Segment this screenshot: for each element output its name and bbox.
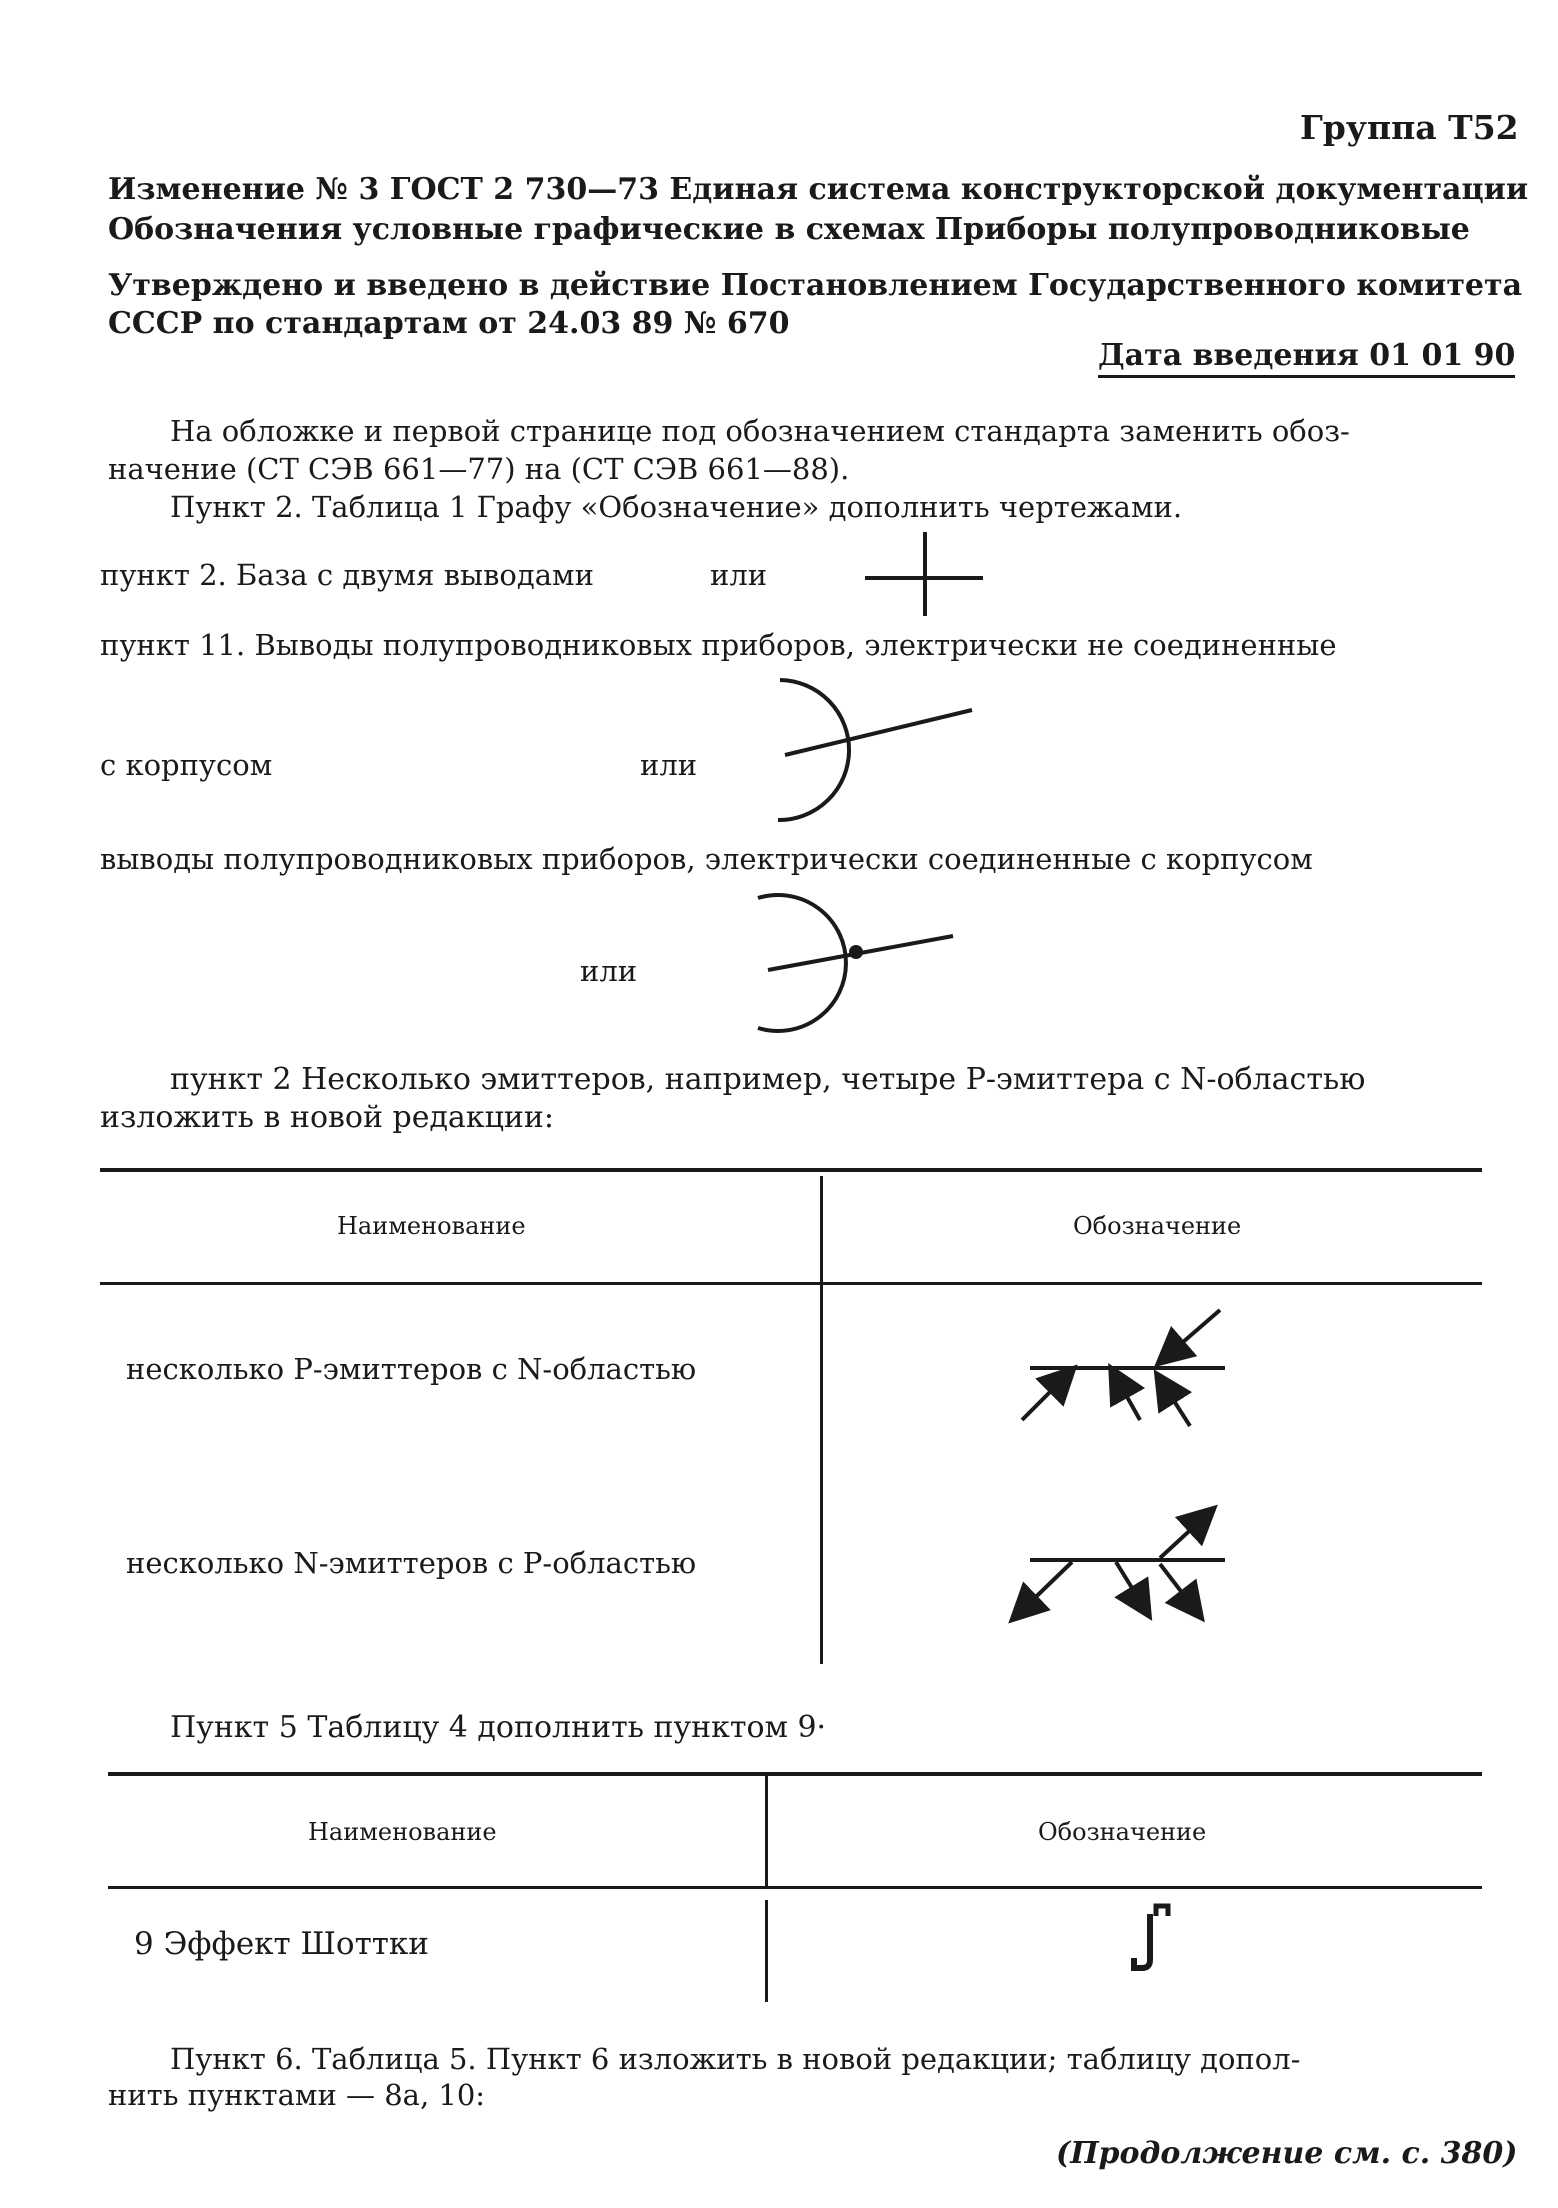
item-2-text: пункт 2. База с двумя выводами — [100, 558, 594, 592]
title-line-2: Обозначения условные графические в схемах Приборы полупроводниковые — [108, 212, 1470, 247]
paragraph-5: Пункт 5 Таблицу 4 дополнить пунктом 9· — [170, 1710, 827, 1745]
table2-top-rule — [108, 1772, 1482, 1776]
n-emitters-symbol — [1000, 1498, 1260, 1648]
leads-not-connected-symbol — [740, 670, 980, 830]
base-two-leads-symbol — [855, 530, 995, 620]
paragraph-3-line-2: изложить в новой редакции: — [100, 1100, 554, 1135]
paragraph-2: Пункт 2. Таблица 1 Графу «Обозначение» дополнить чертежами. — [170, 490, 1183, 524]
item-11-line-2: с корпусом — [100, 748, 273, 782]
approval-line-2: СССР по стандартам от 24.03 89 № 670 — [108, 306, 790, 341]
table1-divider — [820, 1176, 823, 1664]
item-11-or: или — [640, 748, 698, 782]
paragraph-3-line-1: пункт 2 Несколько эмиттеров, например, четыре Р-эмиттера с N-областью — [170, 1062, 1366, 1097]
item-11b-text: выводы полупроводниковых приборов, электрически соединенные с корпусом — [100, 842, 1313, 876]
date-line: Дата введения 01 01 90 — [1098, 338, 1515, 378]
table2-header-rule — [108, 1886, 1482, 1889]
paragraph-1-line-1: На обложке и первой странице под обозначением стандарта заменить обоз- — [170, 414, 1350, 448]
schottky-symbol — [1122, 1902, 1182, 1982]
table1-header-symbol: Обозначение — [1073, 1212, 1242, 1240]
item-11-line-1: пункт 11. Выводы полупроводниковых приборов, электрически не соединенные — [100, 628, 1337, 662]
table2-row-1-name: 9 Эффект Шоттки — [134, 1926, 429, 1962]
title-line-1: Изменение № 3 ГОСТ 2 730—73 Единая система конструкторской документации — [108, 172, 1529, 207]
table1-header-name: Наименование — [337, 1212, 526, 1240]
paragraph-6-line-2: нить пунктами — 8а, 10: — [108, 2078, 486, 2112]
item-11b-or: или — [580, 954, 638, 988]
continuation-note: (Продолжение см. с. 380) — [1056, 2136, 1518, 2171]
table1-top-rule — [100, 1168, 1482, 1172]
leads-connected-symbol — [728, 888, 968, 1048]
table2-divider-top — [765, 1776, 768, 1886]
item-2-or: или — [710, 558, 768, 592]
table2-header-symbol: Обозначение — [1038, 1818, 1207, 1846]
table2-divider-bottom — [765, 1900, 768, 2002]
p-emitters-symbol — [1000, 1300, 1260, 1450]
table2-header-name: Наименование — [308, 1818, 497, 1846]
paragraph-1-line-2: начение (СТ СЭВ 661—77) на (СТ СЭВ 661—88). — [108, 452, 850, 486]
approval-line-1: Утверждено и введено в действие Постановлением Государственного комитета — [108, 268, 1523, 303]
table1-row-1-name: несколько Р-эмиттеров с N-областью — [126, 1352, 697, 1386]
table1-row-2-name: несколько N-эмиттеров с Р-областью — [126, 1546, 697, 1580]
paragraph-6-line-1: Пункт 6. Таблица 5. Пункт 6 изложить в новой редакции; таблицу допол- — [170, 2042, 1301, 2076]
table1-header-rule — [100, 1282, 1482, 1285]
group-label: Группа Т52 — [1300, 108, 1519, 147]
